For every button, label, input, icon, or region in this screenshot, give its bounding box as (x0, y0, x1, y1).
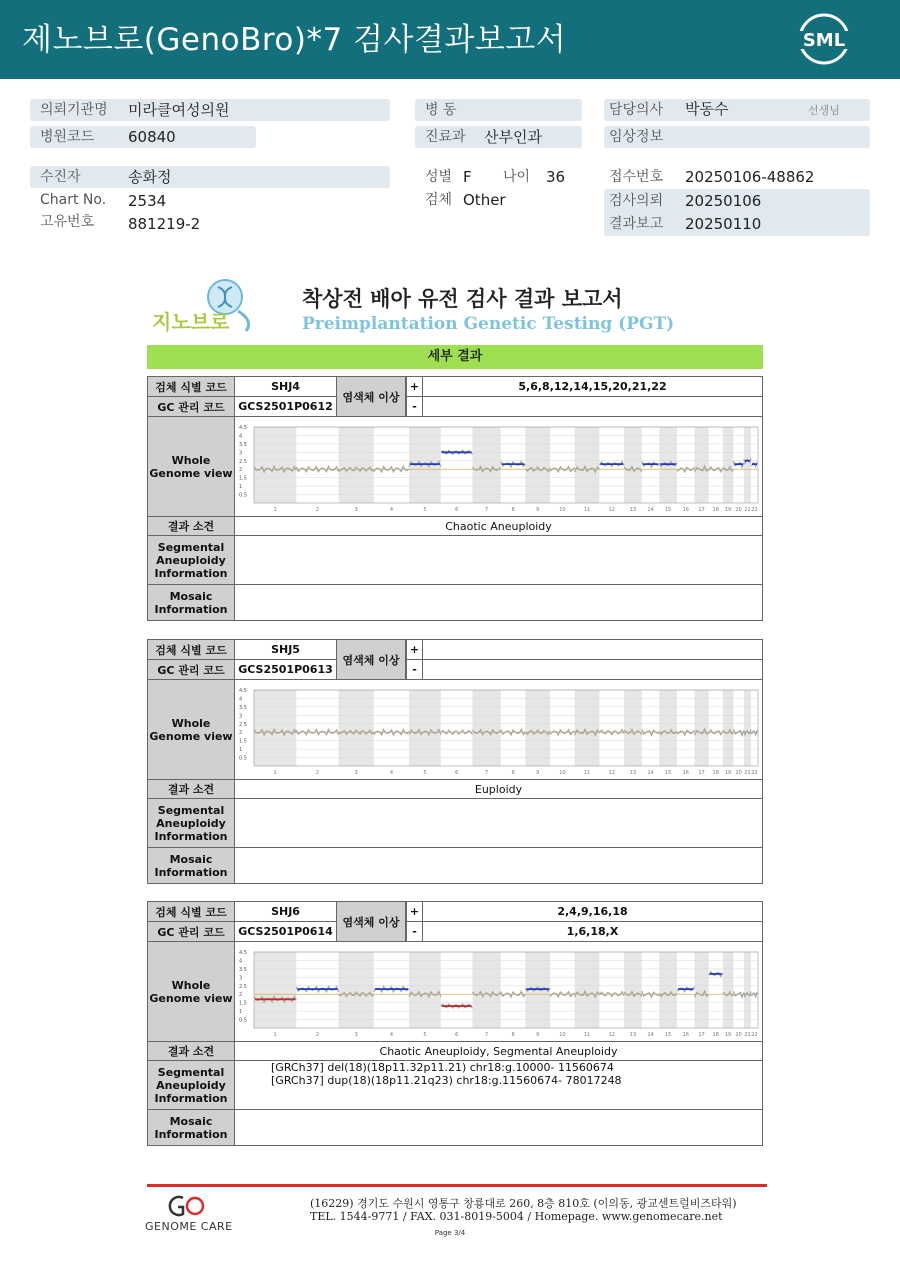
x-tick-label: 21 (743, 506, 751, 513)
sample-id-label: 검체 식별 코드 (148, 377, 234, 396)
mosaic-value (234, 585, 762, 620)
x-tick-label: 10 (558, 506, 566, 513)
x-tick-label: 15 (664, 769, 671, 776)
chromosome-band (624, 690, 642, 766)
chromosome-band (338, 952, 373, 1028)
chromosome-band (722, 427, 733, 503)
footer-contact: TEL. 1544-9771 / FAX. 031-8019-5004 / Homepage. www.genomecare.net (310, 1210, 723, 1223)
footer-divider (147, 1184, 767, 1187)
x-tick-label: 18 (712, 769, 719, 776)
footer-address-block (310, 1197, 737, 1223)
copy-number-trace (751, 731, 758, 735)
table-row (148, 1110, 762, 1145)
table-row (148, 942, 762, 1042)
request-label: 검사의뢰 (609, 193, 664, 209)
x-tick-label: 14 (646, 1031, 654, 1038)
x-tick-label: 1 (273, 769, 277, 776)
chart-no-label: Chart No. (40, 192, 107, 208)
y-tick-label: 1 (238, 1008, 242, 1015)
loss-chromosomes: 1,6,18,X (422, 922, 762, 941)
table-row (148, 848, 762, 883)
whole-genome-label: Whole Genome view (148, 680, 234, 779)
hospital-code-value: 60840 (128, 128, 176, 146)
institution-value: 미라클여성의원 (128, 101, 230, 119)
loss-sign: - (406, 922, 422, 941)
x-tick-label: 13 (629, 769, 636, 776)
y-tick-label: 1.5 (238, 738, 247, 745)
finding-label: 결과 소견 (148, 780, 234, 798)
plot-frame (254, 690, 758, 766)
gc-code-label: GC 관리 코드 (148, 397, 234, 416)
segmental-value (234, 536, 762, 584)
x-tick-label: 16 (682, 506, 689, 513)
chromosome-band (525, 427, 550, 503)
genobro-logo-text: 지노브로 (152, 310, 230, 334)
chromosome-band (254, 690, 296, 766)
abnormality-label: 염색체 이상 (336, 377, 406, 417)
sample-table-2 (147, 639, 763, 884)
x-tick-label: 4 (389, 769, 393, 776)
chromosome-band (254, 952, 296, 1028)
table-row (148, 377, 762, 397)
y-tick-label: 2.5 (238, 983, 247, 990)
copy-number-trace (676, 729, 694, 734)
x-tick-label: 7 (484, 769, 488, 776)
finding-value: Euploidy (234, 780, 762, 798)
x-tick-label: 8 (510, 769, 515, 776)
y-tick-label: 3 (238, 974, 242, 981)
x-tick-label: 11 (583, 506, 590, 513)
x-tick-label: 10 (558, 769, 566, 776)
x-tick-label: 19 (724, 769, 731, 776)
table-row (148, 780, 762, 799)
x-tick-label: 10 (558, 1031, 566, 1038)
report-title-en: Preimplantation Genetic Testing (PGT) (302, 314, 675, 334)
x-tick-label: 6 (454, 506, 458, 513)
x-tick-label: 22 (750, 769, 758, 776)
table-row (148, 902, 762, 922)
table-row (148, 517, 762, 536)
x-tick-label: 13 (629, 506, 636, 513)
y-tick-label: 3.5 (238, 441, 247, 448)
y-tick-label: 0.5 (238, 1017, 247, 1024)
x-tick-label: 12 (608, 1031, 615, 1038)
page-number: Page 3/4 (434, 1229, 466, 1237)
y-tick-label: 3 (238, 712, 242, 719)
x-tick-label: 5 (422, 1031, 427, 1038)
loss-chromosomes (422, 660, 762, 679)
x-tick-label: 20 (734, 1031, 742, 1038)
sample-id-label: 검체 식별 코드 (148, 902, 234, 921)
genobro-logo-icon (150, 275, 260, 335)
y-tick-label: 1.5 (238, 1000, 247, 1007)
y-tick-label: 2.5 (238, 458, 247, 465)
report-header-title: 제노브로(GenoBro)*7 검사결과보고서 (22, 22, 567, 58)
sml-logo-icon (796, 12, 852, 66)
hospital-code-label: 병원코드 (40, 129, 95, 145)
x-tick-label: 7 (484, 1031, 488, 1038)
chromosome-band (472, 690, 500, 766)
copy-number-trace (676, 466, 694, 471)
y-tick-label: 4 (238, 957, 242, 964)
chromosome-band (722, 690, 733, 766)
x-tick-label: 7 (484, 506, 488, 513)
mosaic-value (234, 1110, 762, 1145)
x-tick-label: 9 (535, 506, 539, 513)
chromosome-band (409, 952, 441, 1028)
x-tick-label: 19 (724, 506, 731, 513)
sml-logo-text: SML (802, 30, 846, 51)
specimen-value: Other (463, 191, 506, 209)
y-tick-label: 2 (238, 729, 242, 736)
chromosome-band (525, 690, 550, 766)
y-tick-label: 4 (238, 432, 242, 439)
x-tick-label: 8 (510, 506, 515, 513)
genome-chart-cell (234, 680, 762, 779)
id-no-label: 고유번호 (40, 214, 95, 230)
chromosome-band (743, 427, 750, 503)
finding-label: 결과 소견 (148, 1042, 234, 1060)
x-tick-label: 9 (535, 1031, 539, 1038)
finding-value: Chaotic Aneuploidy, Segmental Aneuploidy (234, 1042, 762, 1060)
x-tick-label: 20 (734, 769, 742, 776)
abnormality-label: 염색체 이상 (336, 902, 406, 942)
segmental-line: [GRCh37] del(18)(18p11.32p11.21) chr18:g.10000- 11560674 (271, 1061, 614, 1074)
chromosome-band (338, 427, 373, 503)
segmental-value (234, 1061, 762, 1109)
gain-sign: + (406, 640, 422, 659)
y-tick-label: 2.5 (238, 721, 247, 728)
x-tick-label: 3 (354, 506, 358, 513)
chromosome-band (694, 427, 708, 503)
y-tick-label: 4 (238, 695, 242, 702)
doctor-value: 박동수 (685, 100, 729, 118)
y-tick-label: 3 (238, 449, 242, 456)
table-row (148, 417, 762, 517)
x-tick-label: 18 (712, 506, 719, 513)
segmental-label: Segmental Aneuploidy Information (148, 536, 234, 584)
gain-sign: + (406, 902, 422, 921)
genome-care-text: GENOME CARE (145, 1220, 233, 1233)
sample-id-label: 검체 식별 코드 (148, 640, 234, 659)
table-row (148, 680, 762, 780)
chromosome-band (694, 690, 708, 766)
chromosome-band (659, 952, 677, 1028)
chromosome-band (659, 690, 677, 766)
x-tick-label: 13 (629, 1031, 636, 1038)
table-row (148, 536, 762, 585)
abnormality-label: 염색체 이상 (336, 640, 406, 680)
y-tick-label: 1.5 (238, 475, 247, 482)
x-tick-label: 16 (682, 769, 689, 776)
gain-chromosomes: 5,6,8,12,14,15,20,21,22 (422, 377, 762, 396)
doctor-suffix: 선생님 (808, 104, 840, 117)
x-tick-label: 1 (273, 1031, 277, 1038)
report-label: 결과보고 (609, 216, 664, 232)
institution-label: 의뢰기관명 (40, 102, 108, 118)
finding-label: 결과 소견 (148, 517, 234, 535)
segmental-line: [GRCh37] dup(18)(18p11.21q23) chr18:g.11560674- 78017248 (271, 1074, 622, 1087)
y-tick-label: 4.5 (238, 687, 247, 694)
chromosome-band (254, 427, 296, 503)
chromosome-band (409, 690, 441, 766)
x-tick-label: 8 (510, 1031, 515, 1038)
x-tick-label: 22 (750, 506, 758, 513)
x-tick-label: 2 (315, 1031, 319, 1038)
finding-value: Chaotic Aneuploidy (234, 517, 762, 535)
table-row (148, 922, 762, 942)
loss-chromosomes (422, 397, 762, 416)
y-tick-label: 4.5 (238, 424, 247, 431)
x-tick-label: 1 (273, 506, 277, 513)
y-tick-label: 2 (238, 466, 242, 473)
gain-chromosomes: 2,4,9,16,18 (422, 902, 762, 921)
y-tick-label: 1 (238, 746, 242, 753)
mosaic-label: Mosaic Information (148, 848, 234, 883)
genome-chart-cell (234, 942, 762, 1041)
x-tick-label: 2 (315, 769, 319, 776)
segmental-value (234, 799, 762, 847)
doctor-label: 담당의사 (609, 102, 664, 118)
gc-code: GCS2501P0614 (234, 922, 336, 941)
chromosome-band (574, 427, 599, 503)
segmental-label: Segmental Aneuploidy Information (148, 799, 234, 847)
y-tick-label: 2 (238, 991, 242, 998)
table-row (148, 1061, 762, 1110)
x-tick-label: 19 (724, 1031, 731, 1038)
chromosome-band (574, 952, 599, 1028)
sample-table-3 (147, 901, 763, 1146)
x-tick-label: 12 (608, 769, 615, 776)
gain-sign: + (406, 377, 422, 396)
age-label: 나이 (503, 169, 531, 185)
segmental-label: Segmental Aneuploidy Information (148, 1061, 234, 1109)
patient-row (30, 166, 390, 188)
x-tick-label: 21 (743, 1031, 751, 1038)
y-tick-label: 3.5 (238, 704, 247, 711)
report-date: 20250110 (685, 215, 762, 233)
clinical-label: 임상정보 (609, 129, 664, 145)
chromosome-band (624, 952, 642, 1028)
chromosome-band (574, 690, 599, 766)
whole-genome-label: Whole Genome view (148, 417, 234, 516)
sex-label: 성별 (425, 169, 453, 185)
genome-chart (236, 419, 762, 515)
genome-chart (236, 682, 762, 778)
section-title: 세부 결과 (147, 345, 763, 369)
x-tick-label: 14 (646, 769, 654, 776)
table-row (148, 585, 762, 620)
age-value: 36 (546, 168, 566, 186)
y-tick-label: 0.5 (238, 492, 247, 499)
x-tick-label: 9 (535, 769, 539, 776)
table-row (148, 640, 762, 660)
x-tick-label: 20 (734, 506, 742, 513)
y-tick-label: 0.5 (238, 755, 247, 762)
sample-code: SHJ6 (234, 902, 336, 921)
table-row (148, 799, 762, 848)
chromosome-band (743, 690, 750, 766)
x-tick-label: 5 (422, 769, 427, 776)
x-tick-label: 2 (315, 506, 319, 513)
y-tick-label: 4.5 (238, 949, 247, 956)
x-tick-label: 18 (712, 1031, 719, 1038)
x-tick-label: 4 (389, 1031, 393, 1038)
mosaic-label: Mosaic Information (148, 1110, 234, 1145)
y-tick-label: 3.5 (238, 966, 247, 973)
x-tick-label: 12 (608, 506, 615, 513)
x-tick-label: 6 (454, 1031, 458, 1038)
chromosome-band (338, 690, 373, 766)
report-header (0, 0, 900, 79)
sample-code: SHJ4 (234, 377, 336, 396)
x-tick-label: 15 (664, 506, 671, 513)
footer-address: (16229) 경기도 수원시 영통구 창룡대로 260, 8층 810호 (이의동, 광교센트럴비즈타워) (310, 1197, 737, 1210)
chromosome-band (472, 427, 500, 503)
accession-value: 20250106-48862 (685, 168, 815, 186)
whole-genome-label: Whole Genome view (148, 942, 234, 1041)
gc-code-label: GC 관리 코드 (148, 660, 234, 679)
table-row (148, 397, 762, 417)
patient-label: 수진자 (40, 169, 81, 185)
x-tick-label: 14 (646, 506, 654, 513)
request-date: 20250106 (685, 192, 762, 210)
table-row (148, 660, 762, 680)
sex-value: F (463, 168, 472, 186)
department-label: 진료과 (425, 129, 466, 145)
x-tick-label: 3 (354, 769, 358, 776)
x-tick-label: 17 (697, 1031, 705, 1038)
x-tick-label: 21 (743, 769, 751, 776)
gc-code-label: GC 관리 코드 (148, 922, 234, 941)
x-tick-label: 16 (682, 1031, 689, 1038)
id-no-value: 881219-2 (128, 215, 201, 233)
patient-name: 송화정 (128, 168, 172, 186)
chromosome-band (624, 427, 642, 503)
chart-no-value: 2534 (128, 192, 167, 210)
sample-table-1 (147, 376, 763, 621)
x-tick-label: 11 (583, 769, 590, 776)
report-title-ko: 착상전 배아 유전 검사 결과 보고서 (302, 287, 623, 311)
mosaic-value (234, 848, 762, 883)
chromosome-band (722, 952, 733, 1028)
mosaic-label: Mosaic Information (148, 585, 234, 620)
loss-sign: - (406, 397, 422, 416)
x-tick-label: 17 (697, 769, 705, 776)
ward-label: 병 동 (425, 102, 457, 118)
gc-code: GCS2501P0613 (234, 660, 336, 679)
copy-number-trace (751, 993, 758, 997)
chromosome-band (743, 952, 750, 1028)
x-tick-label: 22 (750, 1031, 758, 1038)
x-tick-label: 17 (697, 506, 705, 513)
x-tick-label: 4 (389, 506, 393, 513)
y-tick-label: 1 (238, 483, 242, 490)
chromosome-band (694, 952, 708, 1028)
genome-chart (236, 944, 762, 1040)
accession-label: 접수번호 (609, 169, 664, 185)
x-tick-label: 15 (664, 1031, 671, 1038)
x-tick-label: 11 (583, 1031, 590, 1038)
genome-chart-cell (234, 417, 762, 516)
chromosome-band (472, 952, 500, 1028)
sample-code: SHJ5 (234, 640, 336, 659)
department-value: 산부인과 (484, 128, 542, 146)
x-tick-label: 3 (354, 1031, 358, 1038)
gc-code: GCS2501P0612 (234, 397, 336, 416)
x-tick-label: 6 (454, 769, 458, 776)
gain-chromosomes (422, 640, 762, 659)
x-tick-label: 5 (422, 506, 427, 513)
loss-sign: - (406, 660, 422, 679)
specimen-label: 검체 (425, 192, 453, 208)
table-row (148, 1042, 762, 1061)
